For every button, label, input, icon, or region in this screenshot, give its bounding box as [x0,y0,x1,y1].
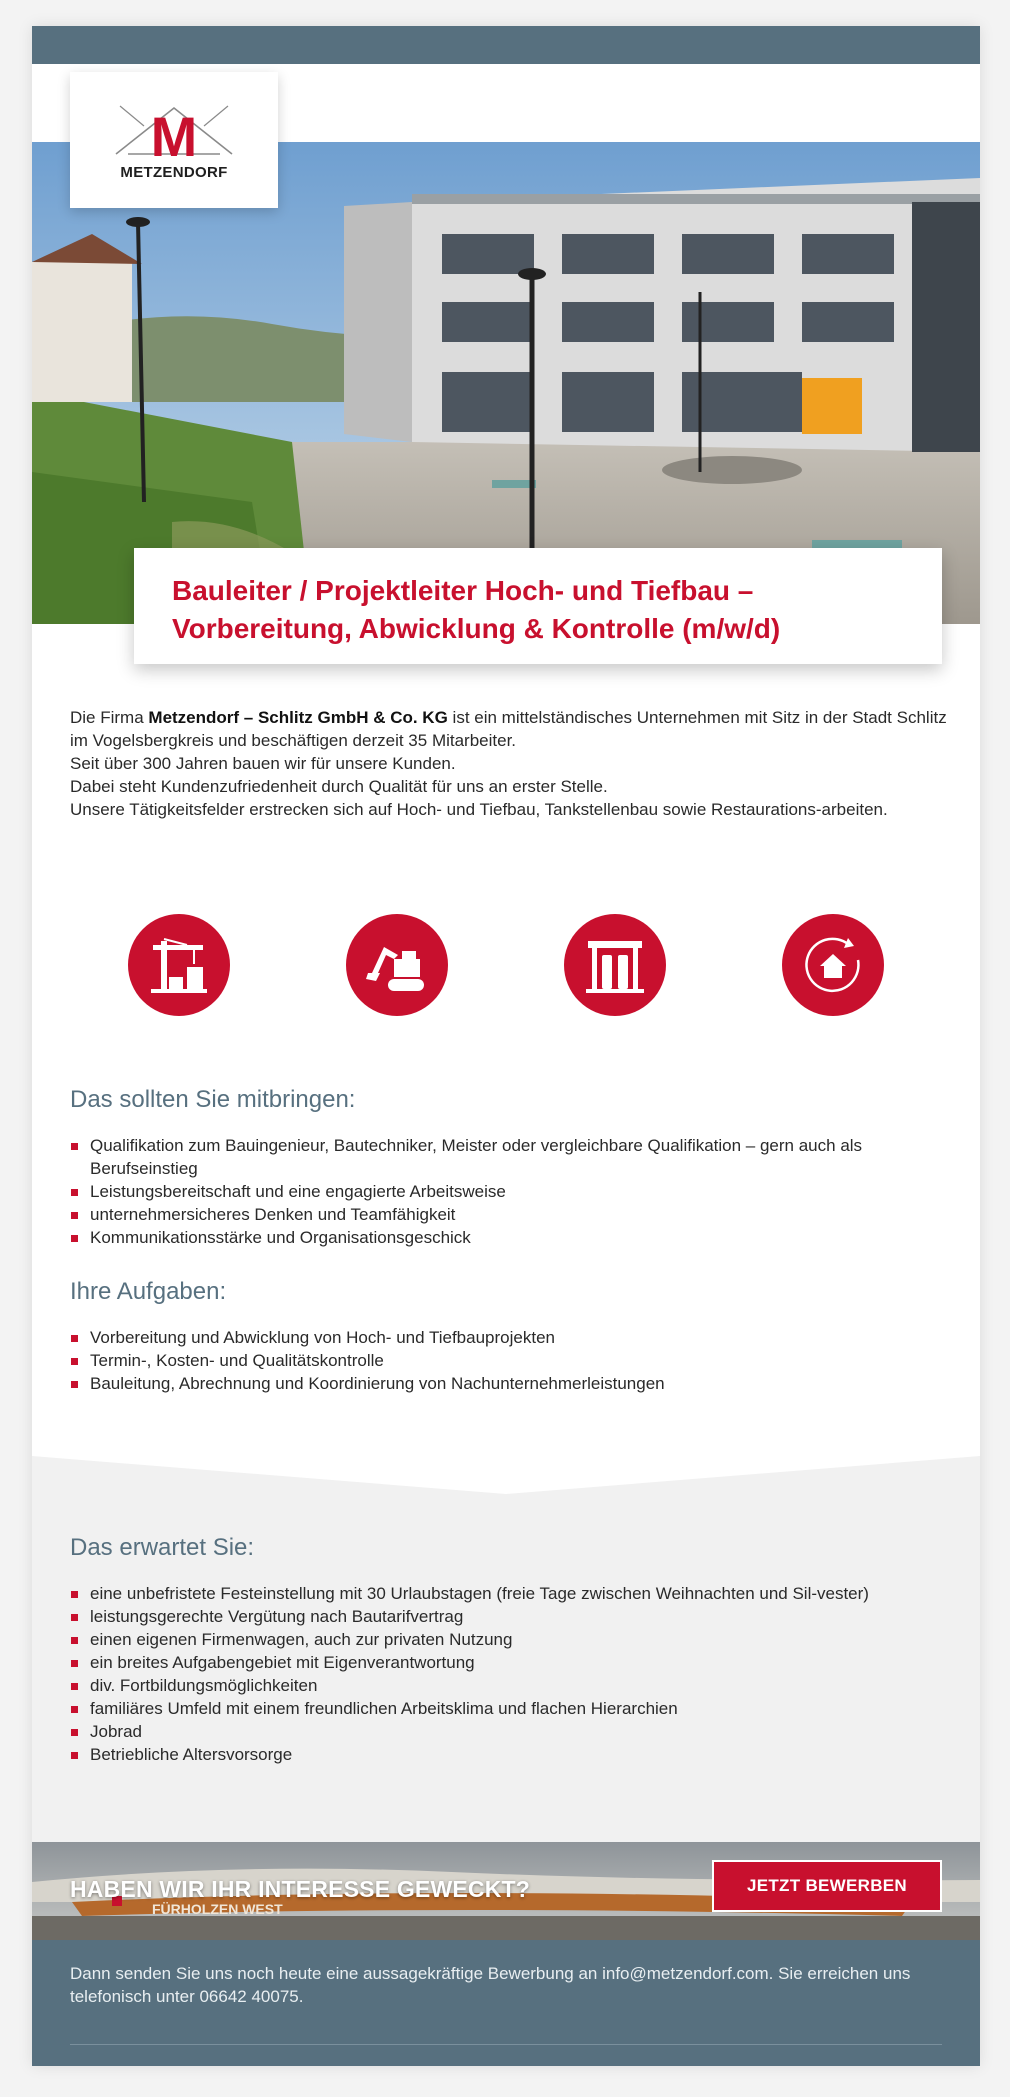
requirements-heading: Das sollten Sie mitbringen: [70,1086,356,1113]
company-name: Metzendorf – Schlitz GmbH & Co. KG [148,708,448,727]
job-title-line2: Vorbereitung, Abwicklung & Kontrolle (m/w/d) [172,613,781,644]
cta-title: HABEN WIR IHR INTERESSE GEWECKT? [70,1876,531,1902]
list-item: Betriebliche Altersvorsorge [70,1743,950,1766]
company-logo [70,72,278,208]
list-item: Jobrad [70,1720,950,1743]
job-title-line1: Bauleiter / Projektleiter Hoch- und Tiefbau – [172,575,754,606]
benefits-heading: Das erwartet Sie: [70,1534,255,1561]
list-item: Termin-, Kosten- und Qualitätskontrolle [70,1349,950,1372]
job-ad-card [32,26,980,2066]
requirements-list [70,1134,950,1249]
benefits-list [70,1582,950,1766]
company-intro: Die Firma Metzendorf – Schlitz GmbH & Co. KG ist ein mittelständisches Unternehmen mit Sitz in der Stadt Schlitz im Vogelsbergkreis und beschäftigen derzeit 35 Mitarbeiter. Seit über 300 Jahren bauen wir für unsere Kunden. Dabei steht Kundenzufriedenheit durch Qualität für uns an erster Stelle. Unsere Tätigkeitsfelder erstrecken sich auf Hoch- und Tiefbau, Tankstellenbau sowie Restaurations-arbeiten. [70,708,947,819]
excavator-icon [346,914,448,1016]
footer-divider [70,2044,942,2045]
list-item: einen eigenen Firmenwagen, auch zur privaten Nutzung [70,1628,950,1651]
footer-contact [32,1940,980,2066]
list-item: ein breites Aufgabengebiet mit Eigenverantwortung [70,1651,950,1674]
station-sign-text: FÜRHOLZEN WEST [152,1901,283,1917]
logo-mark-icon [104,100,244,162]
cta-banner [32,1842,980,1940]
top-bar [32,26,980,64]
service-icons [32,914,980,1018]
list-item: div. Fortbildungsmöglichkeiten [70,1674,950,1697]
list-item: Vorbereitung und Abwicklung von Hoch- und Tiefbauprojekten [70,1326,950,1349]
contact-text: Dann senden Sie uns noch heute eine aussagekräftige Bewerbung an info@metzendorf.com. Sie erreichen uns telefonisch unter 06642 40075. [70,1964,911,2006]
job-title [172,572,904,648]
list-item: Qualifikation zum Bauingenieur, Bautechniker, Meister oder vergleichbare Qualifikation – gern auch als Berufseinstieg [70,1134,950,1180]
svg-text:M: M [150,104,198,162]
tasks-heading: Ihre Aufgaben: [70,1278,227,1305]
apply-now-button[interactable]: JETZT BEWERBEN [712,1860,942,1912]
house-renovation-icon [782,914,884,1016]
tasks-list [70,1326,950,1395]
list-item: Bauleitung, Abrechnung und Koordinierung von Nachunternehmerleistungen [70,1372,950,1395]
gas-station-icon [564,914,666,1016]
list-item: Leistungsbereitschaft und eine engagierte Arbeitsweise [70,1180,950,1203]
list-item: Kommunikationsstärke und Organisationsgeschick [70,1226,950,1249]
list-item: familiäres Umfeld mit einem freundlichen Arbeitsklima und flachen Hierarchien [70,1697,950,1720]
list-item: unternehmersicheres Denken und Teamfähigkeit [70,1203,950,1226]
job-title-box [134,548,942,664]
list-item: leistungsgerechte Vergütung nach Bautarifvertrag [70,1605,950,1628]
logo-wordmark: METZENDORF [120,163,228,181]
list-item: eine unbefristete Festeinstellung mit 30 Urlaubstagen (freie Tage zwischen Weihnachten und Sil-vester) [70,1582,950,1605]
crane-icon [128,914,230,1016]
chevron-divider [32,1444,980,1500]
